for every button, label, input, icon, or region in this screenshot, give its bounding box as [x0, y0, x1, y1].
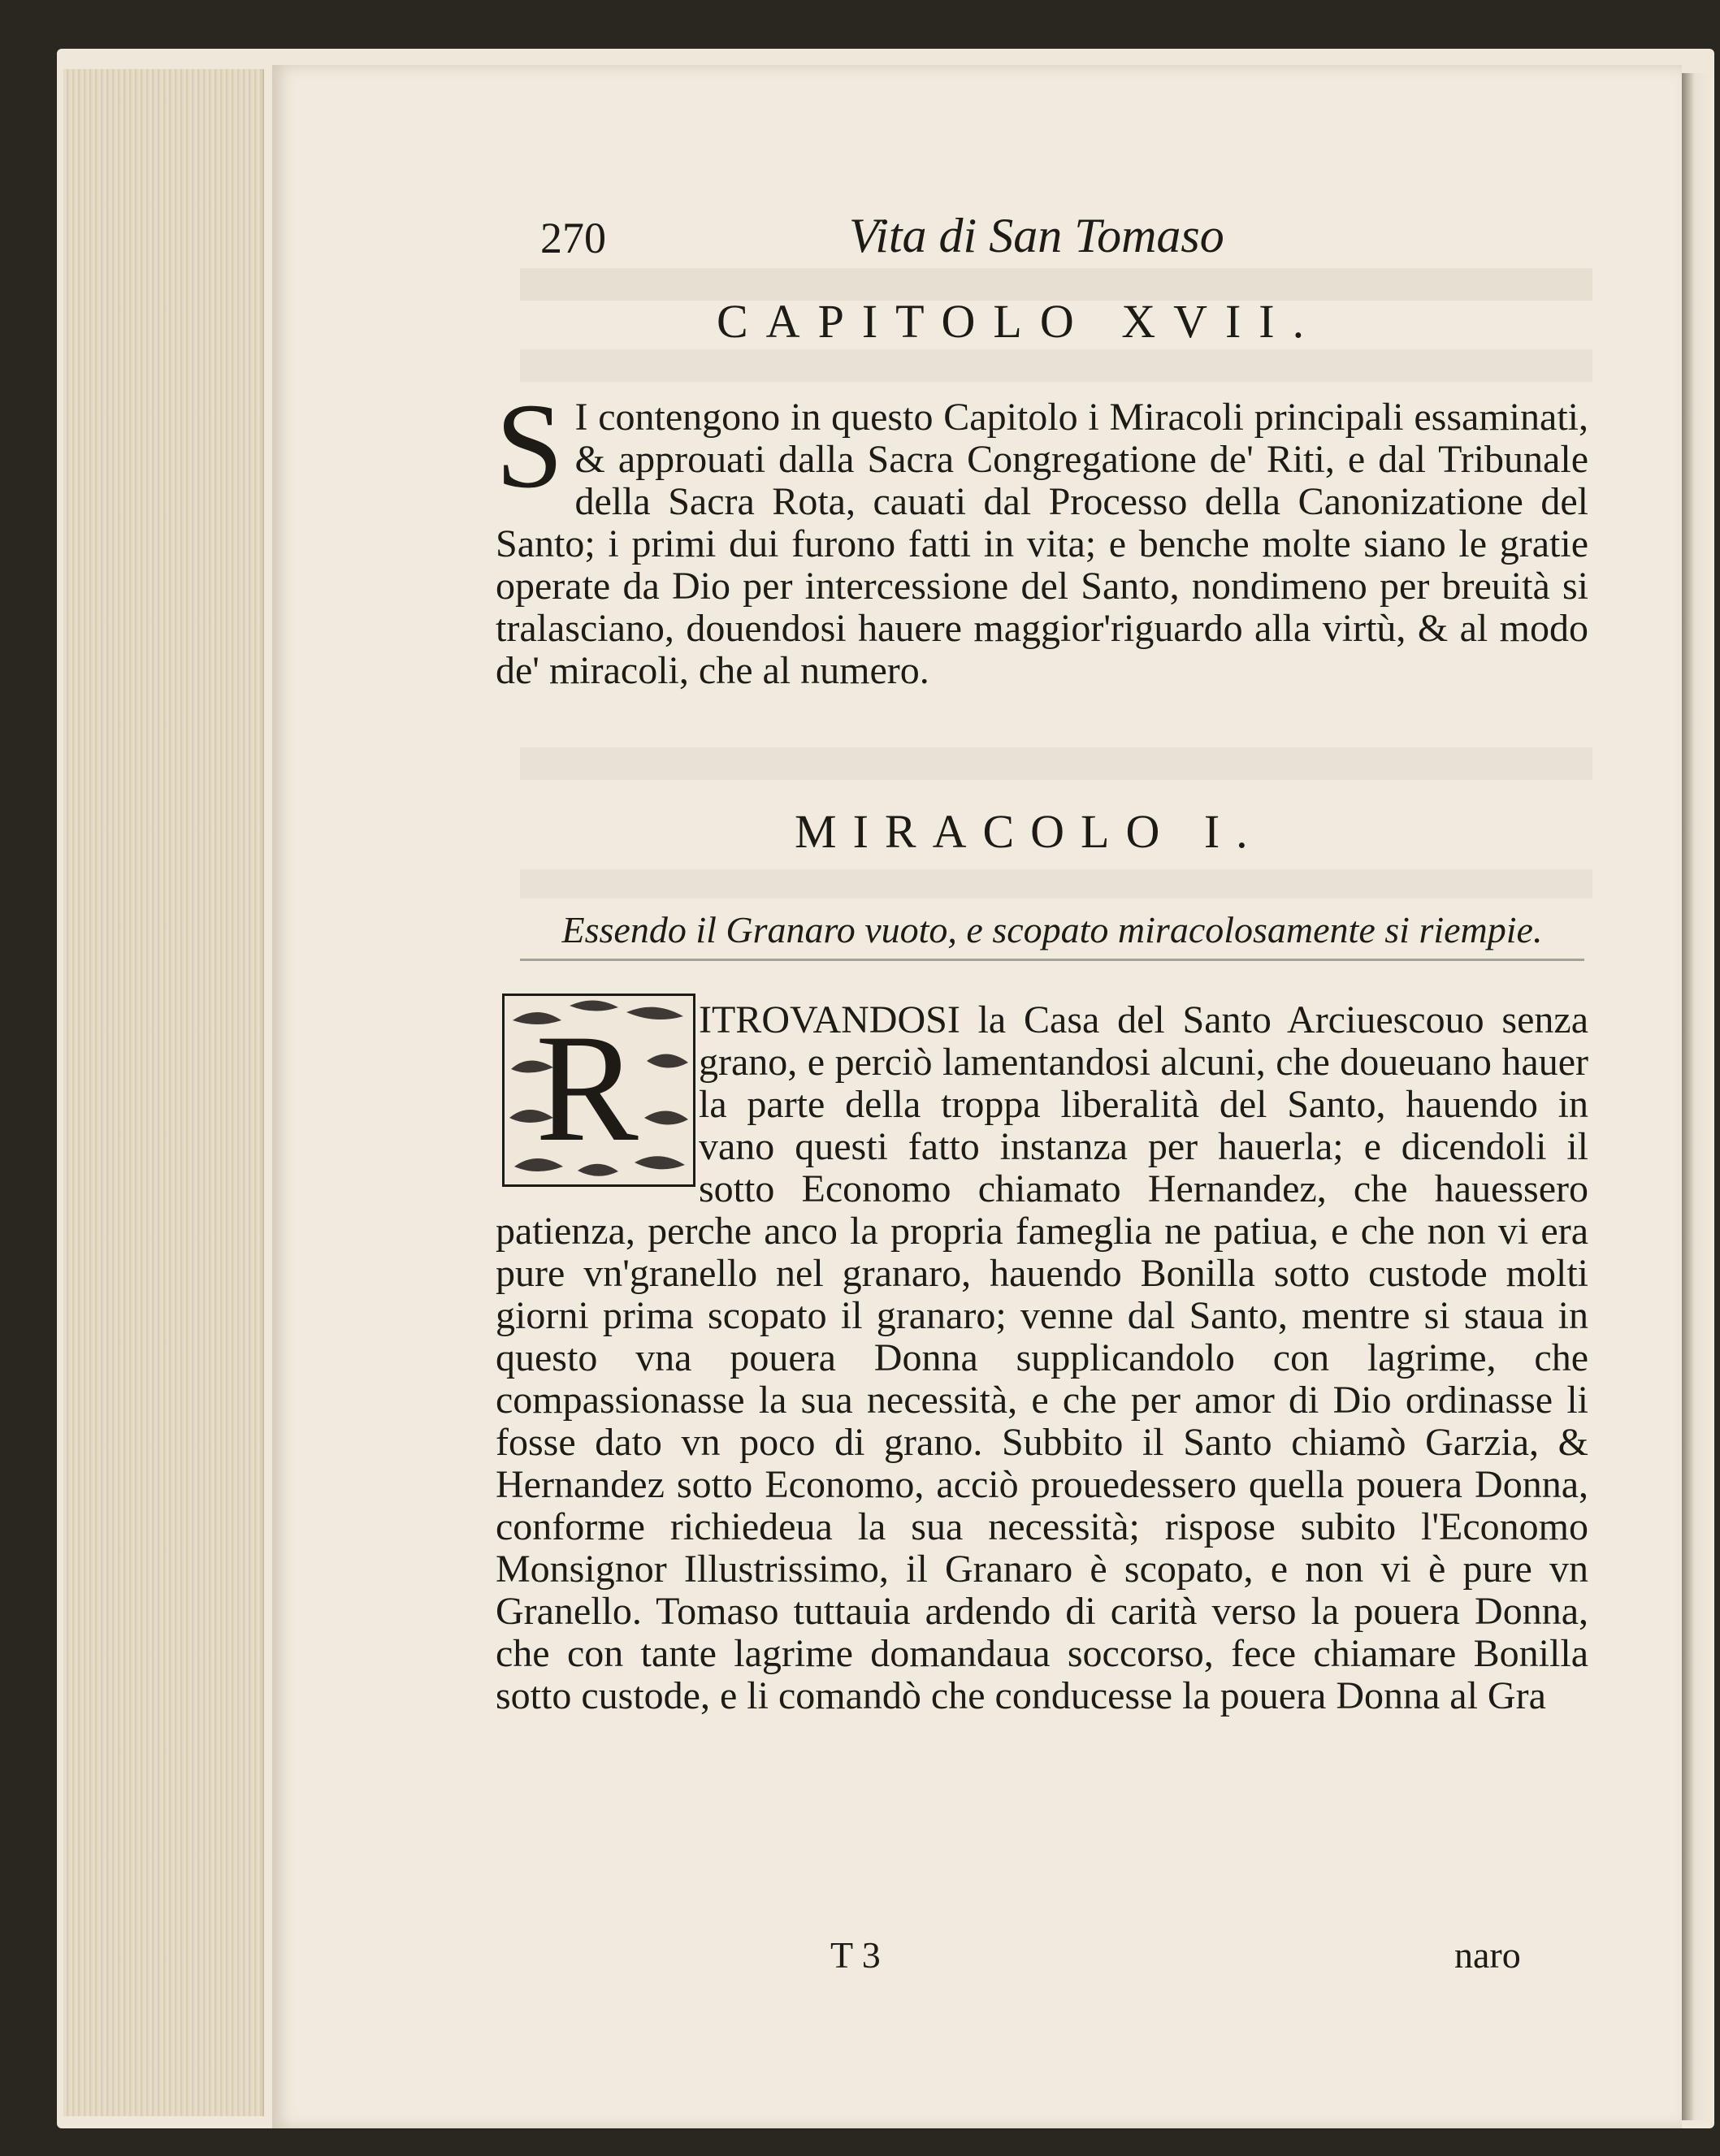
initial-letter: R	[535, 1003, 639, 1174]
drop-cap: S	[496, 379, 564, 513]
catchword: naro	[1454, 1934, 1521, 1976]
bleed-through	[520, 349, 1592, 382]
intro-paragraph	[496, 379, 1588, 770]
miracle-text: ITROVANDOSI la Casa del Santo Arciuescouo senza grano, e perciò lamentandosi alcuni, che doueuano hauer la parte della troppa liberalità del Santo, hauendo in vano questi fatto instanza per hauerla; e dicendoli il sotto Economo chiamato Hernandez, che hauessero patienza, perche anco la propria fameglia ne patiua, e che non vi era pure vn'granello nel granaro, hauendo Bonilla sotto custode molti giorni prima scopato il granaro; venne dal Santo, mentre si staua in questo vna pouera Donna supplicandolo con lagrime, che compassionasse la sua necessità, e che per amor di Dio ordinasse li fosse dato vn poco di grano. Subbito il Santo chiamò Garzia, & Hernandez sotto Economo, acciò prouedessero quella pouera Donna, conforme richiedeua la sua necessità; rispose subito l'Economo Monsignor Illustrissimo, il Granaro è scopato, e non vi è pure vn Granello. Tomaso tuttauia ardendo di carità verso la pouera Donna, che con tante lagrime domandaua soccorso, fece chiamare Bonilla sotto custode, e li comandò che conducesse la pouera Donna al Gra	[496, 998, 1588, 1717]
ornamental-initial	[502, 994, 695, 1187]
facing-page-edge	[1682, 73, 1714, 2120]
running-title: Vita di San Tomaso	[849, 209, 1224, 262]
page-edges	[63, 69, 264, 2116]
bleed-through	[520, 869, 1592, 898]
signature-mark: T 3	[830, 1934, 881, 1976]
miracle-subtitle: Essendo il Granaro vuoto, e scopato miracolosamente si riempie.	[561, 909, 1543, 950]
page-header	[540, 209, 1353, 270]
miracle-title: MIRACOLO I.	[795, 805, 1264, 858]
intro-text: I contengono in questo Capitolo i Miracoli principali essaminati, & approuati dalla Sacra Congregatione de' Riti, e dal Tribunale della Sacra Rota, cauati dal Processo della Canonizatione del Santo; i primi dui furono fatti in vita; e benche molte siano le gratie operate da Dio per intercessione del Santo, nondimeno per breuità si tralasciano, douendosi hauere maggior'riguardo alla virtù, & al modo de' miracoli, che al numero.	[496, 396, 1588, 692]
divider	[520, 959, 1584, 961]
chapter-title: CAPITOLO XVII.	[717, 295, 1323, 348]
page-number: 270	[540, 214, 606, 262]
